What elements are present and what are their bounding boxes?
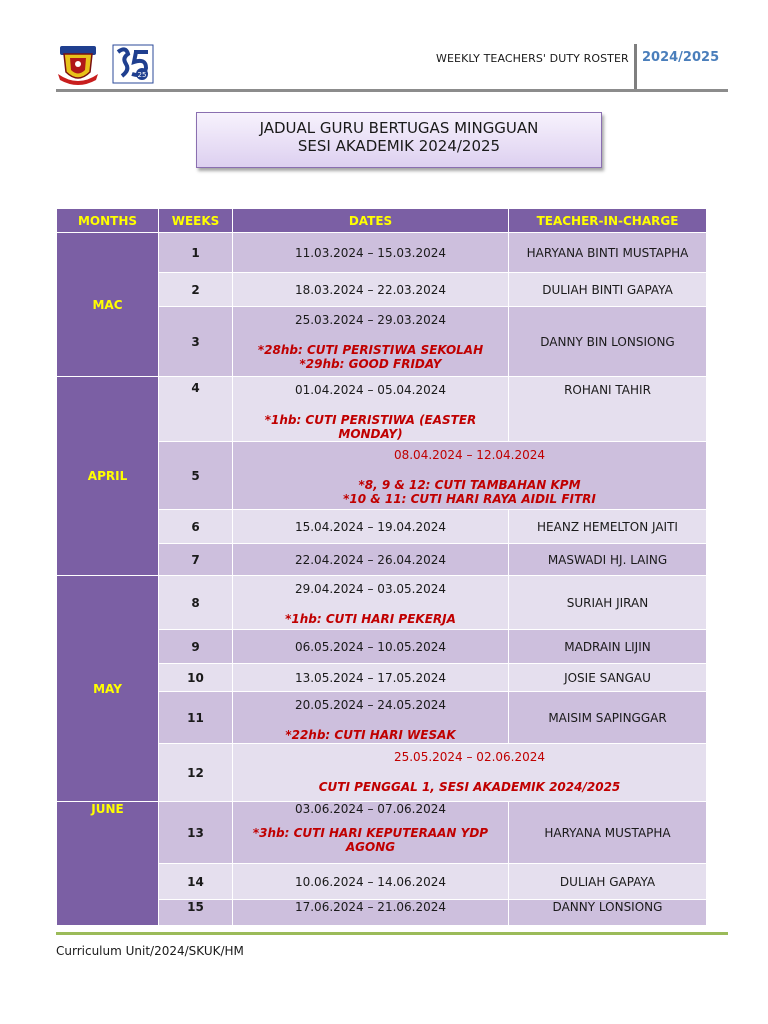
- dates-text: 25.03.2024 – 29.03.2024: [294, 312, 447, 327]
- table-header-row: [57, 209, 707, 233]
- title-box: [196, 112, 602, 168]
- week-cell: 7: [159, 544, 233, 576]
- col-header-months: MONTHS: [57, 209, 159, 233]
- roster-header-title: WEEKLY TEACHERS' DUTY ROSTER: [436, 52, 629, 65]
- table-row: [57, 576, 707, 630]
- dates-cell: 11.03.2024 – 15.03.2024: [233, 233, 509, 273]
- week-cell: 14: [159, 864, 233, 900]
- footer-text: Curriculum Unit/2024/SKUK/HM: [56, 944, 244, 958]
- holiday-note: *28hb: CUTI PERISTIWA SEKOLAH: [257, 342, 484, 357]
- week-cell: 4: [159, 377, 233, 442]
- week-cell: 1: [159, 233, 233, 273]
- dates-text: 29.04.2024 – 03.05.2024: [294, 582, 447, 596]
- program-25-logo: [112, 44, 154, 84]
- header-year: 2024/2025: [642, 50, 720, 65]
- week-cell: 2: [159, 273, 233, 307]
- teacher-cell: SURIAH JIRAN: [509, 576, 707, 630]
- week-cell: 13: [159, 802, 233, 864]
- dates-cell: [233, 802, 509, 864]
- table-row: [57, 802, 707, 864]
- dates-cell: 13.05.2024 – 17.05.2024: [233, 664, 509, 692]
- page-header: [56, 40, 728, 92]
- teacher-cell: ROHANI TAHIR: [509, 377, 707, 442]
- duty-roster-table: [56, 208, 707, 926]
- week-cell: 11: [159, 692, 233, 744]
- holiday-note: *29hb: GOOD FRIDAY: [299, 356, 442, 371]
- dates-cell: 10.06.2024 – 14.06.2024: [233, 864, 509, 900]
- month-cell-mac: MAC: [57, 233, 159, 377]
- week-cell: 12: [159, 744, 233, 802]
- week-cell: 6: [159, 510, 233, 544]
- holiday-note: *1hb: CUTI PERISTIWA (EASTER MONDAY): [264, 413, 477, 441]
- dates-cell: [233, 442, 707, 510]
- dates-cell: [233, 377, 509, 442]
- week-cell: 15: [159, 900, 233, 926]
- svg-text:25: 25: [137, 71, 147, 79]
- dates-text: 20.05.2024 – 24.05.2024: [294, 698, 447, 712]
- teacher-cell: MAISIM SAPINGGAR: [509, 692, 707, 744]
- table-row: [57, 377, 707, 442]
- header-rule: [56, 89, 728, 92]
- teacher-cell: HARYANA BINTI MUSTAPHA: [509, 233, 707, 273]
- teacher-cell: DANNY BIN LONSIONG: [509, 307, 707, 377]
- teacher-cell: MADRAIN LIJIN: [509, 630, 707, 664]
- teacher-cell: JOSIE SANGAU: [509, 664, 707, 692]
- table-row: [57, 233, 707, 273]
- teacher-cell: DANNY LONSIONG: [509, 900, 707, 926]
- footer-rule: [56, 932, 728, 935]
- dates-cell: [233, 744, 707, 802]
- dates-cell: [233, 307, 509, 377]
- month-cell-april: APRIL: [57, 377, 159, 576]
- holiday-note: *10 & 11: CUTI HARI RAYA AIDIL FITRI: [343, 492, 596, 506]
- dates-text: 03.06.2024 – 07.06.2024: [294, 802, 447, 816]
- week-cell: 3: [159, 307, 233, 377]
- teacher-cell: HARYANA MUSTAPHA: [509, 802, 707, 864]
- month-cell-june: JUNE: [57, 802, 159, 926]
- col-header-dates: DATES: [233, 209, 509, 233]
- week-cell: 9: [159, 630, 233, 664]
- week-cell: 10: [159, 664, 233, 692]
- dates-cell: [233, 692, 509, 744]
- dates-cell: [233, 576, 509, 630]
- col-header-teacher: TEACHER-IN-CHARGE: [509, 209, 707, 233]
- header-divider: [634, 44, 637, 90]
- holiday-note: *1hb: CUTI HARI PEKERJA: [285, 612, 456, 626]
- holiday-note: CUTI PENGGAL 1, SESI AKADEMIK 2024/2025: [318, 780, 621, 794]
- teacher-cell: HEANZ HEMELTON JAITI: [509, 510, 707, 544]
- holiday-note: *8, 9 & 12: CUTI TAMBAHAN KPM: [358, 478, 581, 492]
- dates-cell: 17.06.2024 – 21.06.2024: [233, 900, 509, 926]
- dates-cell: 06.05.2024 – 10.05.2024: [233, 630, 509, 664]
- holiday-note: *22hb: CUTI HARI WESAK: [285, 728, 456, 742]
- week-cell: 5: [159, 442, 233, 510]
- title-line-1: JADUAL GURU BERTUGAS MINGGUAN: [259, 119, 539, 137]
- teacher-cell: DULIAH GAPAYA: [509, 864, 707, 900]
- title-line-2: SESI AKADEMIK 2024/2025: [297, 137, 501, 155]
- holiday-note: *3hb: CUTI HARI KEPUTERAAN YDP AGONG: [252, 826, 489, 854]
- col-header-weeks: WEEKS: [159, 209, 233, 233]
- dates-cell: 22.04.2024 – 26.04.2024: [233, 544, 509, 576]
- dates-text: 08.04.2024 – 12.04.2024: [393, 448, 546, 462]
- dates-cell: 15.04.2024 – 19.04.2024: [233, 510, 509, 544]
- dates-text: 25.05.2024 – 02.06.2024: [393, 750, 546, 764]
- month-cell-may: MAY: [57, 576, 159, 802]
- teacher-cell: MASWADI HJ. LAING: [509, 544, 707, 576]
- school-crest-logo: [56, 44, 100, 86]
- week-cell: 8: [159, 576, 233, 630]
- teacher-cell: DULIAH BINTI GAPAYA: [509, 273, 707, 307]
- dates-cell: 18.03.2024 – 22.03.2024: [233, 273, 509, 307]
- dates-text: 01.04.2024 – 05.04.2024: [294, 383, 447, 397]
